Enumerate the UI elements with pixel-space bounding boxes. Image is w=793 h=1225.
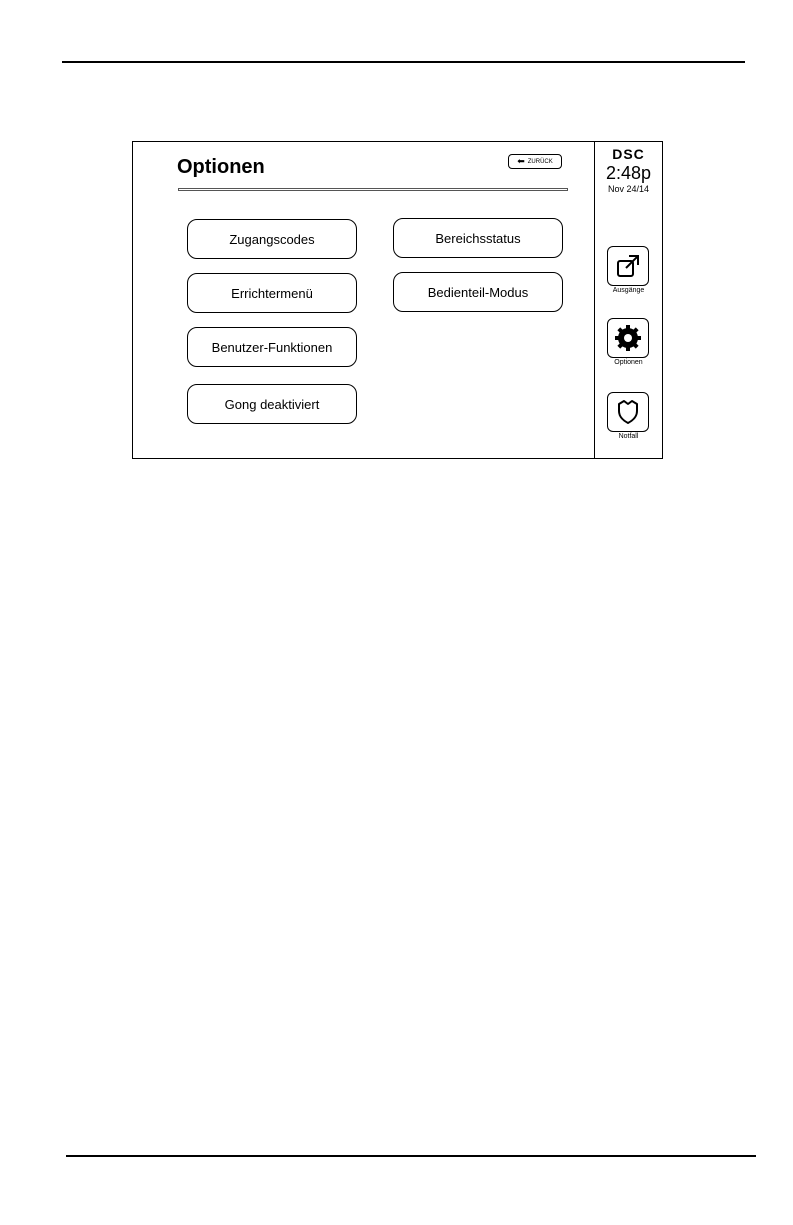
access-codes-button[interactable]: Zugangscodes [187, 219, 357, 259]
chime-toggle-button[interactable]: Gong deaktiviert [187, 384, 357, 424]
clock-time: 2:48p [605, 163, 652, 183]
page-title: Optionen [177, 156, 265, 178]
main-panel [133, 142, 594, 458]
outputs-button[interactable] [607, 246, 649, 286]
external-link-icon [615, 253, 641, 279]
page-top-rule [62, 61, 745, 63]
brand-logo: DSC [612, 146, 645, 162]
installer-menu-button[interactable]: Errichtermenü [187, 273, 357, 313]
keypad-mode-button[interactable]: Bedienteil-Modus [393, 272, 563, 312]
outputs-label: Ausgänge [612, 287, 645, 294]
clock-date: Nov 24/14 [607, 184, 650, 194]
options-label: Optionen [614, 359, 643, 366]
page-bottom-rule [66, 1155, 756, 1157]
partition-status-button[interactable]: Bereichsstatus [393, 218, 563, 258]
back-label: ZURÜCK [527, 158, 553, 165]
keypad-screen [132, 141, 663, 459]
sidebar [594, 142, 662, 458]
user-functions-button[interactable]: Benutzer-Funktionen [187, 327, 357, 367]
shield-icon [616, 399, 640, 425]
emergency-label: Notfall [618, 433, 639, 440]
back-button[interactable] [508, 154, 562, 169]
title-divider [178, 188, 568, 191]
emergency-button[interactable] [607, 392, 649, 432]
gear-icon [614, 324, 642, 352]
options-button[interactable] [607, 318, 649, 358]
arrow-left-icon: ⬅ [517, 156, 525, 166]
